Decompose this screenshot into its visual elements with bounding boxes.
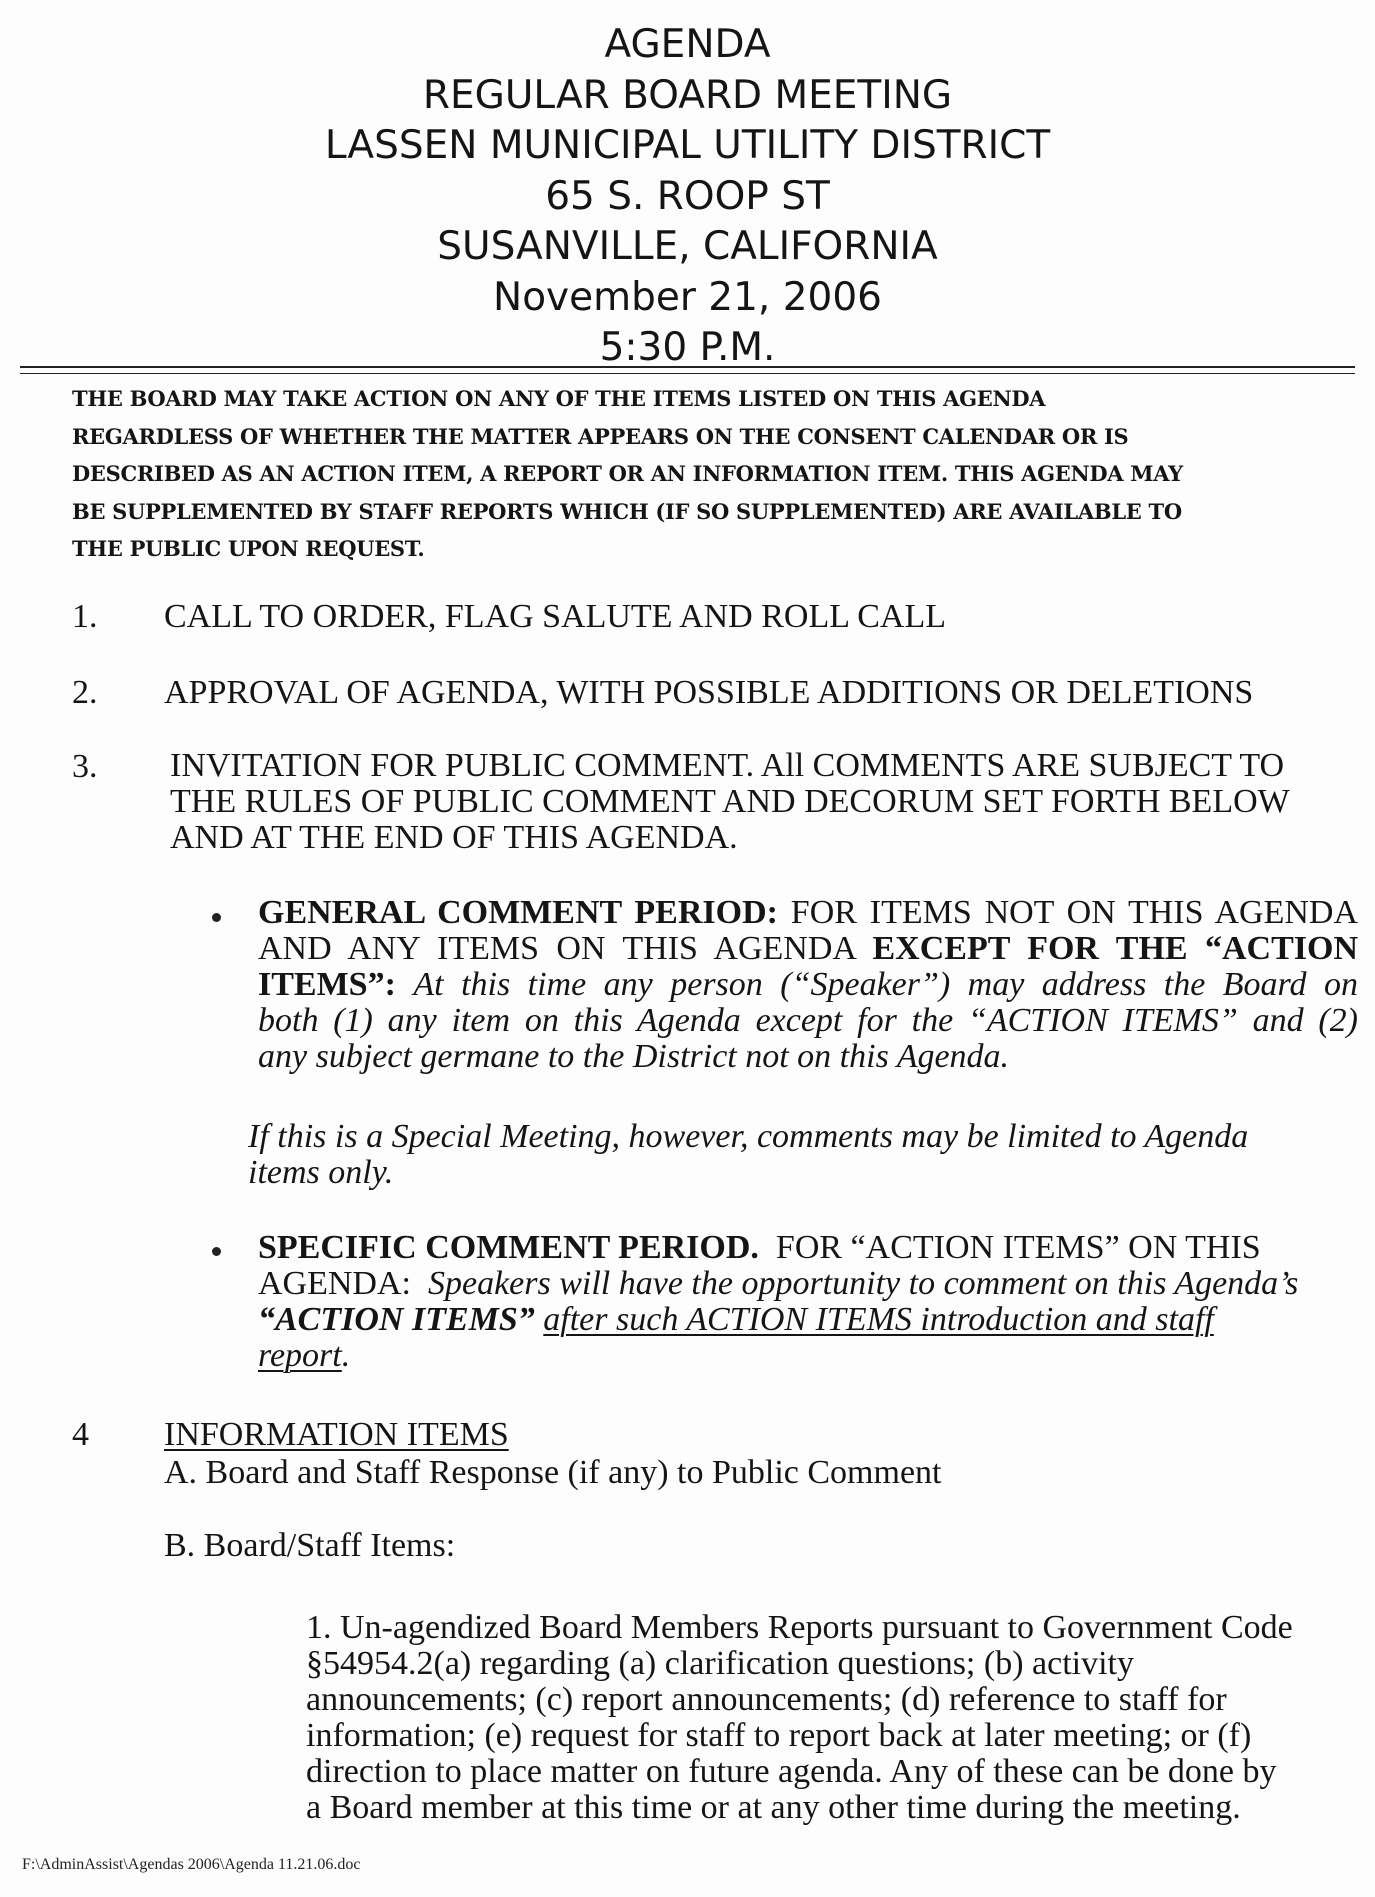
notice-line: THE PUBLIC UPON REQUEST.	[72, 536, 425, 561]
board-reports-line: §54954.2(a) regarding (a) clarification questions; (b) activity	[306, 1645, 1134, 1682]
specific-comment-line-2	[258, 1265, 1299, 1302]
specific-comment-action-items: “ACTION ITEMS”	[258, 1301, 535, 1338]
item-2-number: 2.	[72, 674, 98, 711]
item-2-text: APPROVAL OF AGENDA, WITH POSSIBLE ADDITIONS OR DELETIONS	[164, 674, 1254, 711]
header-line-meeting-type: REGULAR BOARD MEETING	[422, 72, 953, 118]
general-comment-line-3	[258, 967, 1358, 1003]
board-reports-line: direction to place matter on future agenda. Any of these can be done by	[306, 1753, 1277, 1790]
specific-comment-line-4	[258, 1338, 1288, 1374]
document-file-path: F:\AdminAssist\Agendas 2006\Agenda 11.21.06.doc	[22, 1856, 361, 1873]
meeting-header	[0, 20, 1375, 374]
header-line-time: 5:30 P.M.	[599, 325, 776, 370]
item-1-text: CALL TO ORDER, FLAG SALUTE AND ROLL CALL	[164, 598, 946, 635]
notice-line: BE SUPPLEMENTED BY STAFF REPORTS WHICH (IF SO SUPPLEMENTED) ARE AVAILABLE TO	[72, 498, 1182, 524]
header-line-city: SUSANVILLE, CALIFORNIA	[437, 224, 938, 269]
general-comment-line-5: any subject germane to the District not on this Agenda.	[258, 1038, 1010, 1075]
specific-comment-heading-rest: FOR “ACTION ITEMS” ON THIS	[775, 1229, 1261, 1266]
header-divider-thick	[20, 366, 1355, 368]
item-4-number: 4	[72, 1416, 89, 1453]
special-note-line-2: items only.	[248, 1154, 394, 1191]
header-line-agenda: AGENDA	[604, 22, 771, 67]
general-comment-line-4: both (1) any item on this Agenda except for the “ACTION ITEMS” and (2)	[258, 1002, 1358, 1039]
specific-comment-heading: SPECIFIC COMMENT PERIOD.	[258, 1229, 759, 1266]
general-comment-line-1	[258, 895, 1358, 931]
general-comment-line-2	[258, 931, 1358, 967]
specific-comment-line-4-end: .	[341, 1337, 351, 1374]
item-3-line: INVITATION FOR PUBLIC COMMENT. All COMMENTS ARE SUBJECT TO	[170, 747, 1285, 784]
general-comment-period	[258, 895, 1358, 1075]
specific-comment-line-3	[258, 1302, 1288, 1338]
information-item-b: B. Board/Staff Items:	[164, 1527, 456, 1564]
general-comment-line-3-text: At this time any person (“Speaker”) may address the Board on	[413, 966, 1358, 1003]
information-item-a: A. Board and Staff Response (if any) to Public Comment	[164, 1454, 942, 1491]
specific-comment-line-4-underlined: report	[258, 1337, 342, 1374]
general-comment-items-label: ITEMS”:	[258, 966, 396, 1003]
item-3-line: AND AT THE END OF THIS AGENDA.	[170, 819, 738, 856]
item-1-number: 1.	[72, 598, 98, 635]
general-comment-line-2a: AND ANY ITEMS ON THIS AGENDA	[258, 930, 856, 967]
special-meeting-note	[248, 1119, 1248, 1191]
general-comment-heading: GENERAL COMMENT PERIOD:	[258, 894, 778, 931]
board-reports-line: information; (e) request for staff to report back at later meeting; or (f)	[306, 1717, 1252, 1754]
header-line-organization: LASSEN MUNICIPAL UTILITY DISTRICT	[324, 123, 1051, 168]
item-3-line: THE RULES OF PUBLIC COMMENT AND DECORUM SET FORTH BELOW	[170, 783, 1290, 820]
special-note-line-1: If this is a Special Meeting, however, comments may be limited to Agenda	[248, 1118, 1249, 1155]
general-comment-line-2b: EXCEPT FOR THE “ACTION	[872, 930, 1358, 967]
notice-line: DESCRIBED AS AN ACTION ITEM, A REPORT OR AN INFORMATION ITEM. THIS AGENDA MAY	[72, 461, 1183, 486]
header-divider-thin	[20, 373, 1355, 374]
item-3-text	[170, 748, 1320, 856]
header-line-date: November 21, 2006	[493, 274, 882, 320]
notice-line: REGARDLESS OF WHETHER THE MATTER APPEARS ON THE CONSENT CALENDAR OR IS	[72, 423, 1129, 449]
general-comment-heading-rest: FOR ITEMS NOT ON THIS AGENDA	[790, 894, 1359, 931]
bullet-icon	[212, 1247, 221, 1256]
specific-comment-line-3-underlined: after such ACTION ITEMS introduction and staff	[543, 1301, 1214, 1338]
specific-comment-period	[258, 1229, 1299, 1374]
bullet-icon	[212, 913, 221, 922]
specific-comment-agenda-label: AGENDA:	[258, 1265, 411, 1302]
header-line-address: 65 S. ROOP ST	[545, 173, 830, 219]
board-reports-line: a Board member at this time or at any other time during the meeting.	[306, 1789, 1241, 1826]
board-reports-line: announcements; (c) report announcements; (d) reference to staff for	[306, 1681, 1227, 1718]
item-3-number: 3.	[72, 748, 98, 785]
board-member-reports	[306, 1610, 1356, 1826]
specific-comment-line-2-text: Speakers will have the opportunity to comment on this Agenda’s	[427, 1265, 1299, 1302]
specific-comment-line-1	[258, 1230, 1288, 1266]
board-action-notice	[72, 380, 1362, 568]
information-items-title: INFORMATION ITEMS	[164, 1416, 509, 1453]
notice-line: THE BOARD MAY TAKE ACTION ON ANY OF THE ITEMS LISTED ON THIS AGENDA	[72, 386, 1046, 411]
board-reports-line: 1. Un-agendized Board Members Reports pursuant to Government Code	[306, 1609, 1293, 1646]
